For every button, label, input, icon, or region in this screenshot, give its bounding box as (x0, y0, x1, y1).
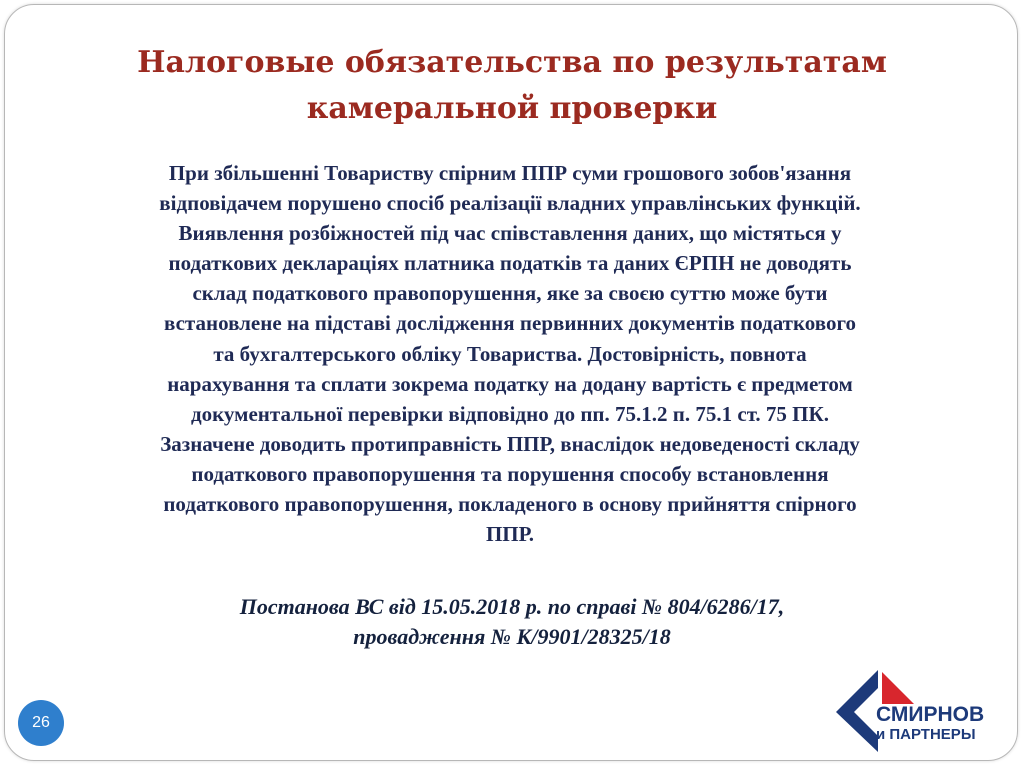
body-line: податкового правопорушення, покладеного в основу прийняття спірного (163, 492, 857, 517)
body-line: податкового правопорушення та порушення способу встановлення (191, 461, 829, 486)
body-line: склад податкового правопорушення, яке за своєю суттю може бути (192, 281, 828, 306)
body-line: Зазначене доводить протиправність ППР, внаслідок недоведеності складу (160, 431, 860, 456)
body-line: При збільшенні Товариству спірним ППР суми грошового зобов'язання (168, 161, 852, 185)
company-logo (836, 668, 1006, 752)
body-line: відповідачем порушено спосіб реалізації владних управлінських функцій. (159, 191, 861, 216)
body-line: документальної перевірки відповідно до пп. 75.1.2 п. 75.1 ст. 75 ПК. (191, 401, 829, 426)
body-line: та бухгалтерського обліку Товариства. Достовірність, повнота (213, 341, 807, 366)
slide-title (40, 40, 984, 132)
court-citation (60, 592, 964, 652)
body-line: встановлене на підставі дослідження первинних документів податкового (164, 311, 856, 336)
body-line: Виявлення розбіжностей під час співставлення даних, що містяться у (178, 221, 842, 246)
citation-line-2: провадження № К/9901/28325/18 (353, 624, 671, 649)
body-line: податкових деклараціях платника податків та даних ЄРПН не доводять (168, 251, 852, 276)
body-line: ППР. (485, 522, 535, 547)
body-paragraph (38, 158, 982, 549)
body-line: нарахування та сплати зокрема податку на додану вартість є предметом (167, 371, 853, 396)
page-number-badge: 26 (18, 700, 64, 746)
logo-name: СМИРНОВ (876, 703, 985, 726)
title-line-2: камеральной проверки (306, 91, 718, 126)
logo-subtitle: и ПАРТНЕРЫ (876, 726, 976, 743)
citation-line-1: Постанова ВС від 15.05.2018 р. по справі № 804/6286/17, (239, 594, 785, 619)
title-line-1: Налоговые обязательства по результатам (137, 45, 887, 80)
